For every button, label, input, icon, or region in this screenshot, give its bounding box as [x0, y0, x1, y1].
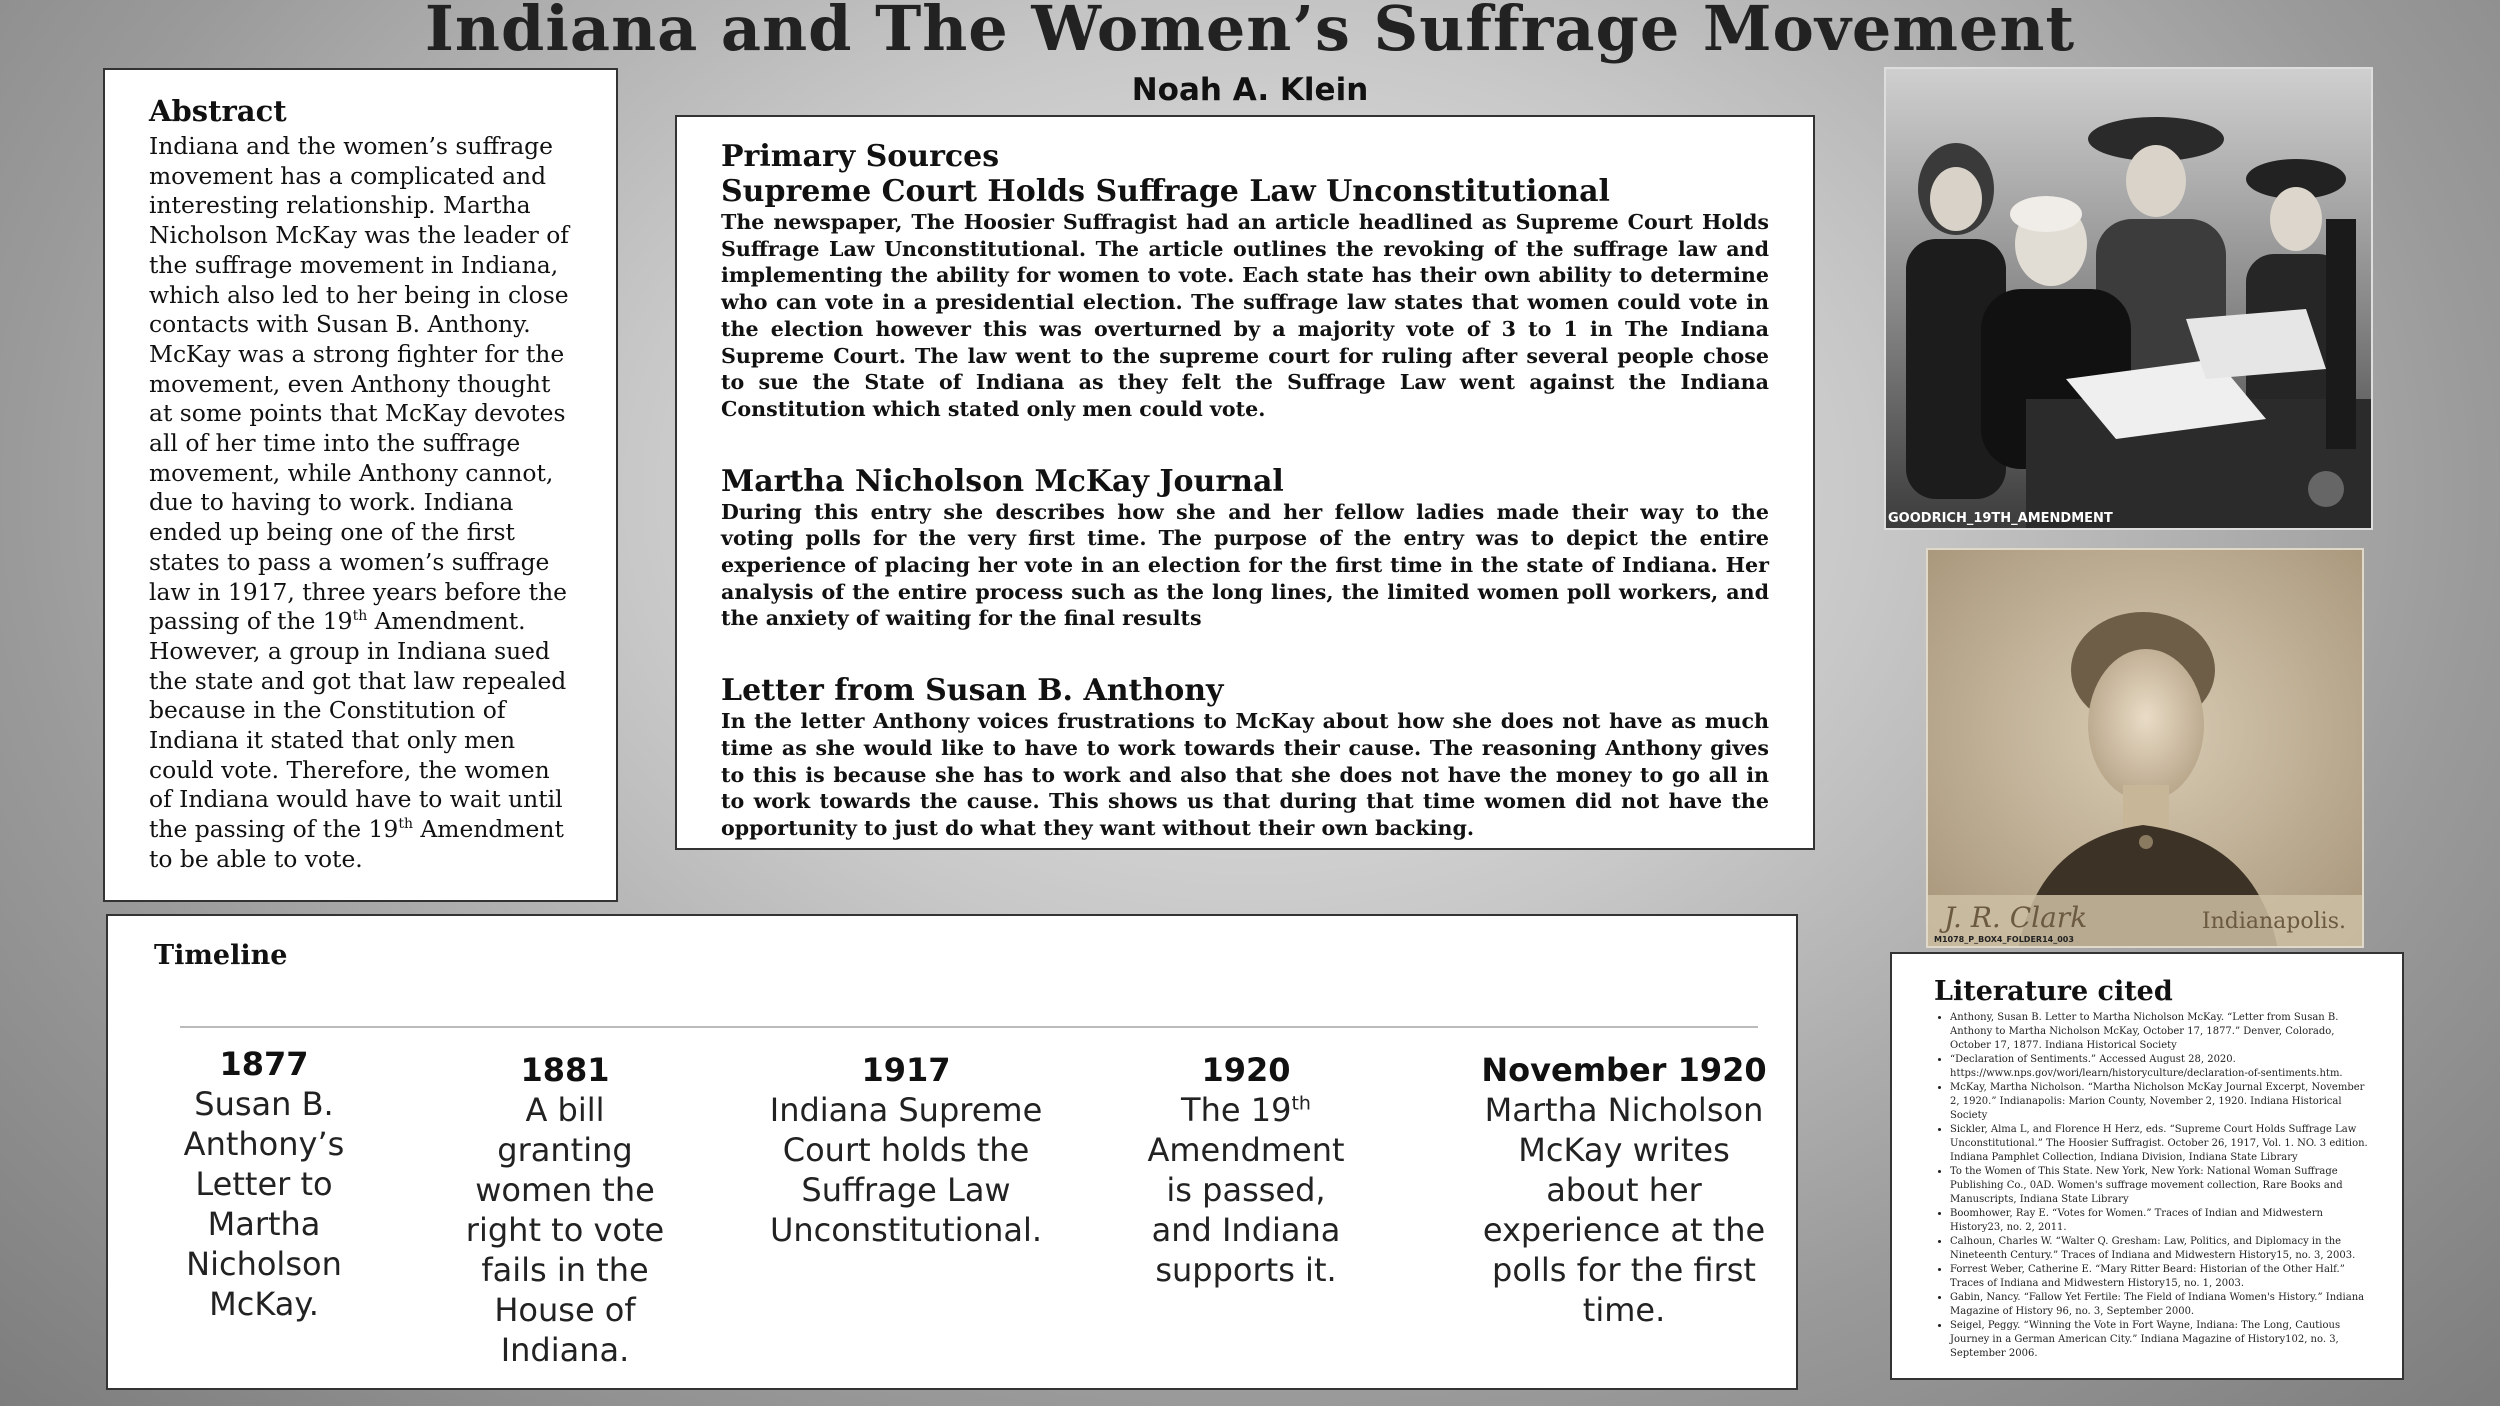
abstract-panel: [103, 68, 618, 902]
citation: • “Declaration of Sentiments.” Accessed August 28, 2020. https://www.nps.gov/wori/learn/historyculture/declaration-of-sentiments.htm.: [1950, 1053, 2376, 1081]
citation: • Forrest Weber, Catherine E. “Mary Ritter Beard: Historian of the Other Half.” Traces of Indiana and Midwestern History15, no. 1, 2003.: [1950, 1263, 2376, 1291]
photo-illustration: [1886, 69, 2373, 530]
ordinal-suffix: th: [1291, 1092, 1311, 1115]
timeline-text: Martha Nicholson McKay writes about her experience at the polls for the first time.: [1482, 1091, 1766, 1329]
source-text: The newspaper, The Hoosier Suffragist had an article headlined as Supreme Court Holds Suffrage Law Unconstitutional. The article outlines the revoking of the suffrage law and implementing the ability for women to vote. Each state has their own ability to determine who can vote in a presidential election. The suffrage law states that women could vote in the election however this was overturned by a majority vote of 3 to 1 in The Indiana Supreme Court. The law went to the supreme court for ruling after several people chose to sue the State of Indiana as they felt the Suffrage Law went against the Indiana Constitution which stated only men could vote.: [721, 210, 1769, 421]
source-title: Supreme Court Holds Suffrage Law Unconstitutional: [721, 174, 1610, 209]
suffrage-signing-photo: [1884, 67, 2373, 530]
timeline-year: 1920: [1201, 1051, 1291, 1089]
source-text: During this entry she describes how she and her fellow ladies made their way to the voting polls for the very first time. The purpose of the entry was to depict the entire experience of placing her vote in an election for the first time in the state of Indiana. Her analysis of the entire process such as the long lines, the limited women poll workers, and the anxiety of waiting for the final results: [721, 499, 1769, 631]
citation: • Boomhower, Ray E. “Votes for Women.” Traces of Indian and Midwestern History23, no. 2, 2011.: [1950, 1207, 2376, 1235]
author-name: Noah A. Klein: [1131, 72, 1369, 108]
timeline-panel: [106, 914, 1798, 1390]
photo-caption: GOODRICH_19TH_AMENDMENT: [1888, 511, 2113, 526]
timeline-text: [1136, 1090, 1356, 1290]
citation: • Sickler, Alma L, and Florence H Herz, eds. “Supreme Court Holds Suffrage Law Unconstitutional.” The Hoosier Suffragist. October 26, 1917, Vol. 1. NO. 3 edition. Indiana Pamphlet Collection, Indiana Division, Indiana State Library: [1950, 1123, 2376, 1165]
timeline-item: [460, 1050, 670, 1370]
abstract-text-part-3: Amendment to be able to vote.: [149, 815, 564, 873]
timeline-text: A bill granting women the right to vote fails in the House of Indiana.: [465, 1091, 665, 1369]
source-section-journal: [721, 465, 1769, 633]
timeline-heading: Timeline: [154, 940, 288, 971]
source-title: Martha Nicholson McKay Journal: [721, 463, 1284, 499]
portrait-illustration: [1928, 550, 2364, 948]
citation: • Calhoun, Charles W. “Walter Q. Gresham: Law, Politics, and Diplomacy in the Nineteenth Century.” Traces of Indiana and Midwestern History15, no. 3, 2003.: [1950, 1235, 2376, 1263]
citation: • Anthony, Susan B. Letter to Martha Nicholson McKay. “Letter from Susan B. Anthony to Martha Nicholson McKay, October 17, 1877.” Denver, Colorado, October 17, 1877. Indiana Historical Society: [1950, 1011, 2376, 1053]
citation: • To the Women of This State. New York, New York: National Woman Suffrage Publishing Co., 0AD. Women's suffrage movement collection, Rare Books and Manuscripts, Indiana State Library: [1950, 1165, 2376, 1207]
studio-city: Indianapolis.: [2201, 909, 2346, 934]
source-text: In the letter Anthony voices frustrations to McKay about how she does not have as much time as she would like to have to work towards their cause. The reasoning Anthony gives to this is because she has to work and also that she does not have the money to go all in to work towards the cause. This shows us that during that time women did not have the opportunity to just do what they want without their own backing.: [721, 709, 1769, 840]
photo-caption: M1078_P_BOX4_FOLDER14_003: [1934, 935, 2074, 944]
abstract-heading: Abstract: [149, 94, 287, 128]
abstract-text-part-1: Indiana and the women’s suffrage movement has a complicated and interesting relationship. Martha Nicholson McKay was the leader of the suffrage movement in Indiana, which also led to her being in close contacts with Susan B. Anthony. McKay was a strong fighter for the movement, even Anthony thought at some points that McKay devotes all of her time into the suffrage movement, while Anthony cannot, due to having to work. Indiana ended up being one of the first states to pass a women’s suffrage law in 1917, three years before the passing of the 19: [149, 132, 569, 636]
primary-sources-panel: [675, 115, 1815, 850]
citation: • McKay, Martha Nicholson. “Martha Nicholson McKay Journal Excerpt, November 2, 1920.” Indianapolis: Marion County, November 2, 1920. Indiana Historical Society: [1950, 1081, 2376, 1123]
source-title: Letter from Susan B. Anthony: [721, 673, 1224, 709]
ordinal-suffix: th: [398, 816, 413, 833]
timeline-text: Indiana Supreme Court holds the Suffrage Law Unconstitutional.: [769, 1091, 1043, 1249]
source-section-letter: [721, 674, 1769, 842]
timeline-item: [1474, 1050, 1774, 1330]
poster-title: Indiana and The Women’s Suffrage Movement: [424, 0, 2076, 65]
literature-heading: Literature cited: [1934, 976, 2173, 1007]
timeline-text: Susan B. Anthony’s Letter to Martha Nicholson McKay.: [183, 1085, 345, 1323]
ordinal-suffix: th: [352, 608, 368, 625]
primary-sources-heading: Primary Sources: [721, 139, 1000, 174]
source-section-newspaper: [721, 175, 1769, 423]
timeline-item: [1136, 1050, 1356, 1290]
timeline-year: November 1920: [1481, 1051, 1767, 1089]
timeline-year: 1881: [520, 1051, 610, 1089]
literature-cited-panel: [1890, 952, 2404, 1380]
citation-list: [1934, 1011, 2376, 1361]
timeline-item: [756, 1050, 1056, 1250]
timeline-divider: [180, 1026, 1758, 1028]
timeline-item: [164, 1044, 364, 1324]
timeline-text-part: Amendment is passed, and Indiana supports it.: [1147, 1131, 1345, 1289]
timeline-year: 1917: [861, 1051, 951, 1089]
abstract-text: [149, 132, 572, 875]
abstract-text-part-2: Amendment. However, a group in Indiana sued the state and got that law repealed because in the Constitution of Indiana it stated that only men could vote. Therefore, the women of Indiana would have to wait until the passing of the 19: [149, 607, 567, 844]
citation: • Seigel, Peggy. “Winning the Vote in Fort Wayne, Indiana: The Long, Cautious Journey in a German American City.” Indiana Magazine of History102, no. 3, September 2006.: [1950, 1319, 2376, 1361]
photographer-signature: J. R. Clark: [1944, 901, 2088, 934]
citation: • Gabin, Nancy. “Fallow Yet Fertile: The Field of Indiana Women's History.” Indiana Magazine of History 96, no. 3, September 2000.: [1950, 1291, 2376, 1319]
timeline-text-part: The 19: [1181, 1091, 1292, 1129]
timeline-year: 1877: [219, 1045, 309, 1083]
martha-mckay-portrait: [1926, 548, 2364, 948]
